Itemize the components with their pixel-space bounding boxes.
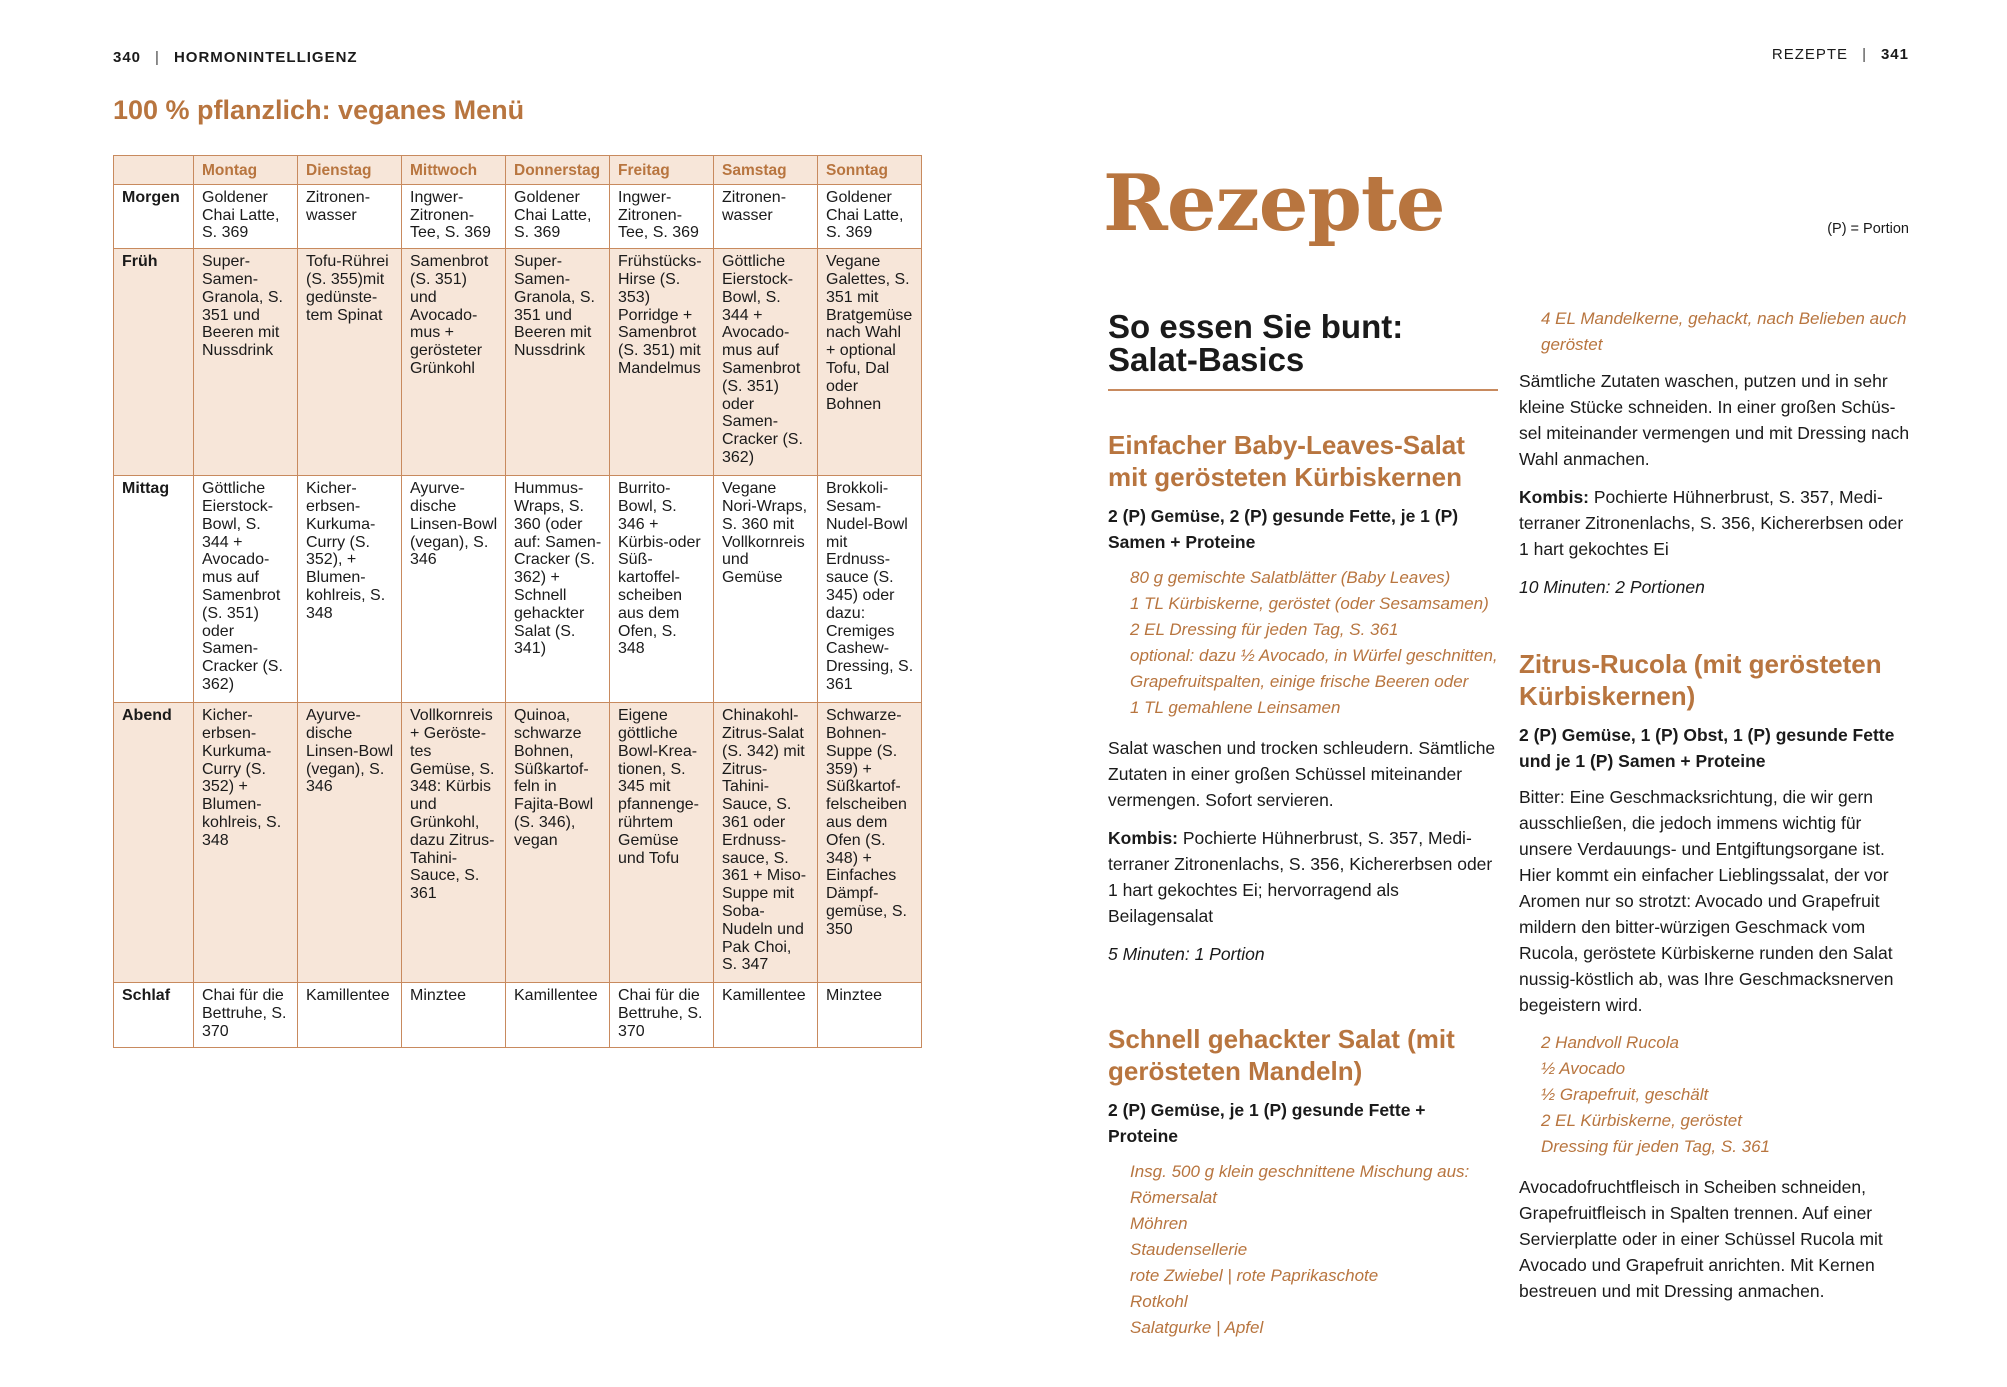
kombis-label: Kombis: — [1519, 487, 1589, 507]
recipe-kombis — [1519, 484, 1911, 562]
ingredient: ½ Grapefruit, geschält — [1541, 1085, 1709, 1104]
table-cell: Chai für die Bettruhe, S. 370 — [194, 983, 298, 1047]
kombis-label: Kombis: — [1108, 828, 1178, 848]
table-cell: Kamillentee — [506, 983, 610, 1047]
table-cell: Hummus-Wraps, S. 360 (oder auf: Samen-Cracker (S. 362) + Schnell gehackter Salat (S. 341) — [506, 476, 610, 703]
ingredient-list — [1541, 1030, 1911, 1160]
recipe-method: Sämtliche Zutaten waschen, putzen und in sehr kleine Stücke schneiden. In einer großen Schüs-sel miteinander vermengen und mit Dressing nach Wahl anmachen. — [1519, 371, 1910, 469]
day-header: Samstag — [714, 156, 818, 185]
chapter-title: Rezepte — [1103, 158, 1445, 249]
table-cell: Vegane Galettes, S. 351 mit Bratgemüse nach Wahl + optional Tofu, Dal oder Bohnen — [818, 249, 922, 476]
table-cell: Göttliche Eierstock-Bowl, S. 344 + Avocado-mus auf Samenbrot (S. 351) oder Samen-Cracker (S. 362) — [714, 249, 818, 476]
table-cell: Eigene göttliche Bowl-Krea-tionen, S. 345 mit pfannenge-rührtem Gemüse und Tofu — [610, 703, 714, 983]
day-header: Freitag — [610, 156, 714, 185]
table-row — [114, 184, 922, 248]
ingredient: 1 TL gemahlene Leinsamen — [1130, 698, 1341, 717]
table-cell: Kicher-erbsen-Kurkuma-Curry (S. 352) + Blumen-kohlreis, S. 348 — [194, 703, 298, 983]
ingredient-list — [1130, 1159, 1498, 1341]
table-cell: Minztee — [402, 983, 506, 1047]
table-cell: Goldener Chai Latte, S. 369 — [818, 184, 922, 248]
recipe-portions: 2 (P) Gemüse, 1 (P) Obst, 1 (P) gesunde Fette und je 1 (P) Samen + Proteine — [1519, 725, 1895, 771]
day-header: Montag — [194, 156, 298, 185]
ingredient-list — [1541, 306, 1911, 358]
ingredient: 2 EL Dressing für jeden Tag, S. 361 — [1130, 620, 1399, 639]
table-cell: Quinoa, schwarze Bohnen, Süßkartof-feln in Fajita-Bowl (S. 346), vegan — [506, 703, 610, 983]
left-page — [0, 0, 1003, 1387]
section-title-line: Salat-Basics — [1108, 341, 1305, 378]
ingredient: 4 EL Mandelkerne, gehackt, nach Belieben auch geröstet — [1541, 309, 1907, 354]
recipe-time: 10 Minuten: 2 Portionen — [1519, 577, 1705, 597]
table-row — [114, 983, 922, 1047]
recipe-portions: 2 (P) Gemüse, je 1 (P) gesunde Fette + Proteine — [1108, 1100, 1426, 1146]
ingredient-list — [1130, 565, 1498, 721]
table-cell: Vollkornreis + Geröste-tes Gemüse, S. 348: Kürbis und Grünkohl, dazu Zitrus-Tahini-Sauce, S. 361 — [402, 703, 506, 983]
menu-title: 100 % pflanzlich: veganes Menü — [113, 95, 525, 125]
recipe-method: Avocadofruchtfleisch in Scheiben schneiden, Grapefruitfleisch in Spalten trennen. Auf einer Servierplatte oder in einer Schüssel Rucola mit Avocado und Grapefruit anrichten. Mit Kernen bestreuen und mit Dressing anmachen. — [1519, 1177, 1883, 1301]
table-corner — [114, 156, 194, 185]
table-cell: Kicher-erbsen-Kurkuma-Curry (S. 352), + Blumen-kohlreis, S. 348 — [298, 476, 402, 703]
table-cell: Kamillentee — [714, 983, 818, 1047]
table-row — [114, 703, 922, 983]
table-cell: Schwarze-Bohnen-Suppe (S. 359) + Süßkartof-felscheiben aus dem Ofen (S. 348) + Einfaches Dämpf-gemüse, S. 350 — [818, 703, 922, 983]
meal-label: Mittag — [114, 476, 194, 703]
ingredient: 2 EL Kürbiskerne, geröstet — [1541, 1111, 1742, 1130]
ingredient: Insg. 500 g klein geschnittene Mischung aus: — [1130, 1162, 1470, 1181]
ingredient: Dressing für jeden Tag, S. 361 — [1541, 1137, 1771, 1156]
meal-label: Abend — [114, 703, 194, 983]
ingredient: 1 TL Kürbiskerne, geröstet (oder Sesamsamen) — [1130, 594, 1489, 613]
ingredient: Staudensellerie — [1130, 1240, 1248, 1259]
table-cell: Ingwer-Zitronen-Tee, S. 369 — [610, 184, 714, 248]
ingredient: Salatgurke | Apfel — [1130, 1318, 1264, 1337]
recipe-kombis — [1108, 825, 1498, 929]
table-cell: Chai für die Bettruhe, S. 370 — [610, 983, 714, 1047]
ingredient: 80 g gemischte Salatblätter (Baby Leaves) — [1130, 568, 1451, 587]
table-cell: Ayurve-dische Linsen-Bowl (vegan), S. 346 — [402, 476, 506, 703]
table-header-row — [114, 156, 922, 185]
section-title-line: So essen Sie bunt: — [1108, 308, 1404, 345]
recipe-column-left — [1108, 310, 1498, 1355]
ingredient: ½ Avocado — [1541, 1059, 1626, 1078]
ingredient: rote Zwiebel | rote Paprikaschote — [1130, 1266, 1379, 1285]
recipe-time: 5 Minuten: 1 Portion — [1108, 944, 1265, 964]
table-row — [114, 476, 922, 703]
table-cell: Zitronen-wasser — [714, 184, 818, 248]
kombis-text: Pochierte Hühnerbrust, S. 357, Medi-terraner Zitronenlachs, S. 356, Kichererbsen oder 1 hart gekochtes Ei; hervorragend als Beilagensalat — [1108, 828, 1493, 926]
divider — [1108, 389, 1498, 391]
table-cell: Zitronen-wasser — [298, 184, 402, 248]
table-cell: Ingwer-Zitronen-Tee, S. 369 — [402, 184, 506, 248]
day-header: Sonntag — [818, 156, 922, 185]
table-cell: Minztee — [818, 983, 922, 1047]
page-header: REZEPTE | 341 — [1771, 46, 1909, 63]
right-page — [1003, 0, 2007, 1387]
meal-label: Früh — [114, 249, 194, 476]
meal-label: Schlaf — [114, 983, 194, 1047]
recipe-title: Zitrus-Rucola (mit gerösteten Kürbiskernen) — [1519, 649, 1882, 711]
table-cell: Chinakohl-Zitrus-Salat (S. 342) mit Zitrus-Tahini-Sauce, S. 361 oder Erdnuss-sauce, S. 361 + Miso-Suppe mit Soba-Nudeln und Pak Choi, S. 347 — [714, 703, 818, 983]
portion-note: (P) = Portion — [1827, 221, 1909, 237]
day-header: Donnerstag — [506, 156, 610, 185]
table-cell: Vegane Nori-Wraps, S. 360 mit Vollkornreis und Gemüse — [714, 476, 818, 703]
ingredient: Möhren — [1130, 1214, 1188, 1233]
ingredient: optional: dazu ½ Avocado, in Würfel geschnitten, Grapefruitspalten, einige frische Beeren oder — [1130, 646, 1498, 691]
running-head: HORMONINTELLIGENZ — [173, 49, 358, 66]
ingredient: Rotkohl — [1130, 1292, 1188, 1311]
table-cell: Brokkoli-Sesam-Nudel-Bowl mit Erdnuss-sauce (S. 345) oder dazu: Cremiges Cashew-Dressing, S. 361 — [818, 476, 922, 703]
kombis-text: Pochierte Hühnerbrust, S. 357, Medi-terraner Zitronenlachs, S. 356, Kichererbsen oder 1 hart gekochtes Ei — [1519, 487, 1904, 559]
page-number: 341 — [1880, 46, 1909, 63]
table-cell: Super-Samen-Granola, S. 351 und Beeren mit Nussdrink — [194, 249, 298, 476]
table-cell: Super-Samen-Granola, S. 351 und Beeren mit Nussdrink — [506, 249, 610, 476]
section-title — [1108, 310, 1498, 376]
table-cell: Tofu-Rührei (S. 355)mit gedünste-tem Spinat — [298, 249, 402, 476]
table-cell: Samenbrot (S. 351) und Avocado-mus + gerösteter Grünkohl — [402, 249, 506, 476]
table-cell: Burrito-Bowl, S. 346 + Kürbis-oder Süß-kartoffel-scheiben aus dem Ofen, S. 348 — [610, 476, 714, 703]
day-header: Dienstag — [298, 156, 402, 185]
table-row — [114, 249, 922, 476]
recipe-method: Salat waschen und trocken schleudern. Sämtliche Zutaten in einer großen Schüssel miteinander vermengen. Sofort servieren. — [1108, 738, 1496, 810]
page-number: 340 — [113, 49, 142, 66]
day-header: Mittwoch — [402, 156, 506, 185]
recipe-portions: 2 (P) Gemüse, 2 (P) gesunde Fette, je 1 (P) Samen + Proteine — [1108, 506, 1459, 552]
running-head: REZEPTE — [1771, 46, 1849, 63]
ingredient: Römersalat — [1130, 1188, 1217, 1207]
table-cell: Kamillentee — [298, 983, 402, 1047]
table-cell: Goldener Chai Latte, S. 369 — [194, 184, 298, 248]
meal-label: Morgen — [114, 184, 194, 248]
recipe-title: Schnell gehackter Salat (mit gerösteten Mandeln) — [1108, 1024, 1455, 1086]
table-cell: Frühstücks-Hirse (S. 353) Porridge + Samenbrot (S. 351) mit Mandelmus — [610, 249, 714, 476]
ingredient: 2 Handvoll Rucola — [1541, 1033, 1679, 1052]
table-cell: Göttliche Eierstock-Bowl, S. 344 + Avocado-mus auf Samenbrot (S. 351) oder Samen-Cracker (S. 362) — [194, 476, 298, 703]
recipe-title: Einfacher Baby-Leaves-Salat mit gerösteten Kürbiskernen — [1108, 430, 1465, 492]
table-cell: Ayurve-dische Linsen-Bowl (vegan), S. 346 — [298, 703, 402, 983]
recipe-column-right — [1519, 306, 1911, 1316]
table-cell: Goldener Chai Latte, S. 369 — [506, 184, 610, 248]
page-header: 340 | HORMONINTELLIGENZ — [113, 49, 358, 66]
vegan-menu-table — [113, 155, 922, 1048]
recipe-intro: Bitter: Eine Geschmacksrichtung, die wir gern ausschließen, die jedoch immens wichtig für unsere Verdauungs- und Entgiftungsorgane ist. Hier kommt ein einfacher Lieblingssalat, der vor Aromen nur so strotzt: Avocado und Grapefruit mildern den bitter-würzigen Geschmack vom Rucola, geröstete Kürbiskerne runden den Salat nussig-köstlich ab, was Ihre Geschmacksnerven begeistern wird. — [1519, 787, 1894, 1015]
